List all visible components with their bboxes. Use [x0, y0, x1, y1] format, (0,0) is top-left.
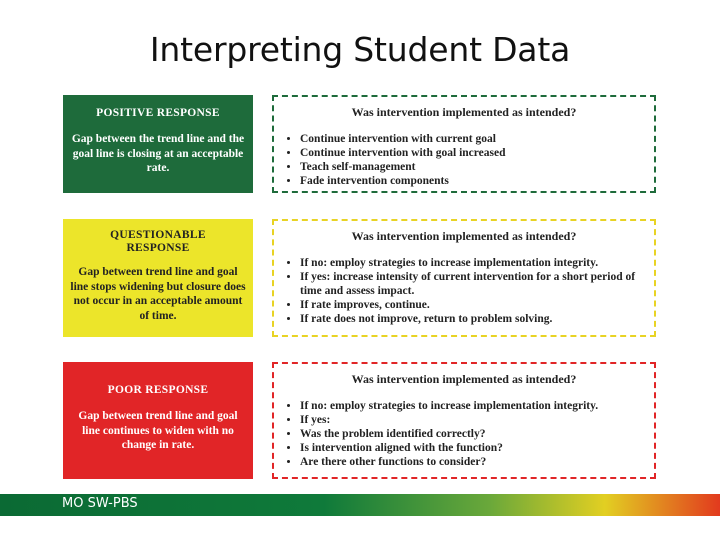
- category-box-positive: [63, 95, 253, 193]
- action-box-questionable: [272, 219, 656, 337]
- action-item: • Is intervention aligned with the function?: [300, 441, 644, 455]
- footer-bar: [0, 494, 720, 516]
- action-box-poor: [272, 362, 656, 479]
- category-title: QUESTIONABLE RESPONSE: [110, 229, 206, 254]
- action-item: • Continue intervention with goal increased: [300, 146, 644, 160]
- action-list: [284, 399, 644, 469]
- slide-title: Interpreting Student Data: [149, 30, 571, 69]
- action-item: • Fade intervention components: [300, 174, 644, 188]
- category-box-questionable: [63, 219, 253, 337]
- category-description: Gap between trend line and goal line stops widening but closure does not occur in an acceptable amount of time.: [70, 266, 246, 322]
- action-item: • If no: employ strategies to increase implementation integrity.: [300, 399, 644, 413]
- action-question: Was intervention implemented as intended?: [351, 105, 577, 119]
- category-title: POSITIVE RESPONSE: [96, 107, 220, 119]
- action-item: • If rate does not improve, return to problem solving.: [300, 312, 644, 326]
- footer-label: MO SW-PBS: [62, 496, 138, 511]
- action-item: • Teach self-management: [300, 160, 644, 174]
- action-question: Was intervention implemented as intended?: [351, 229, 577, 243]
- action-list: [284, 132, 644, 188]
- action-item: • If no: employ strategies to increase implementation integrity.: [300, 256, 644, 270]
- category-title: POOR RESPONSE: [107, 384, 209, 396]
- action-item: • Continue intervention with current goal: [300, 132, 644, 146]
- action-box-positive: [272, 95, 656, 193]
- response-figure: [63, 95, 656, 481]
- category-box-poor: [63, 362, 253, 479]
- category-description: Gap between the trend line and the goal line is closing at an acceptable rate.: [71, 133, 245, 174]
- category-description: Gap between trend line and goal line continues to widen with no change in rate.: [78, 410, 238, 451]
- action-item: • Was the problem identified correctly?: [300, 427, 644, 441]
- action-item: • If rate improves, continue.: [300, 298, 644, 312]
- action-list: [284, 256, 644, 326]
- action-question: Was intervention implemented as intended?: [351, 372, 577, 386]
- action-item: • Are there other functions to consider?: [300, 455, 644, 469]
- action-item: • If yes: increase intensity of current intervention for a short period of time and assess impact.: [300, 270, 644, 298]
- action-item: • If yes:: [300, 413, 644, 427]
